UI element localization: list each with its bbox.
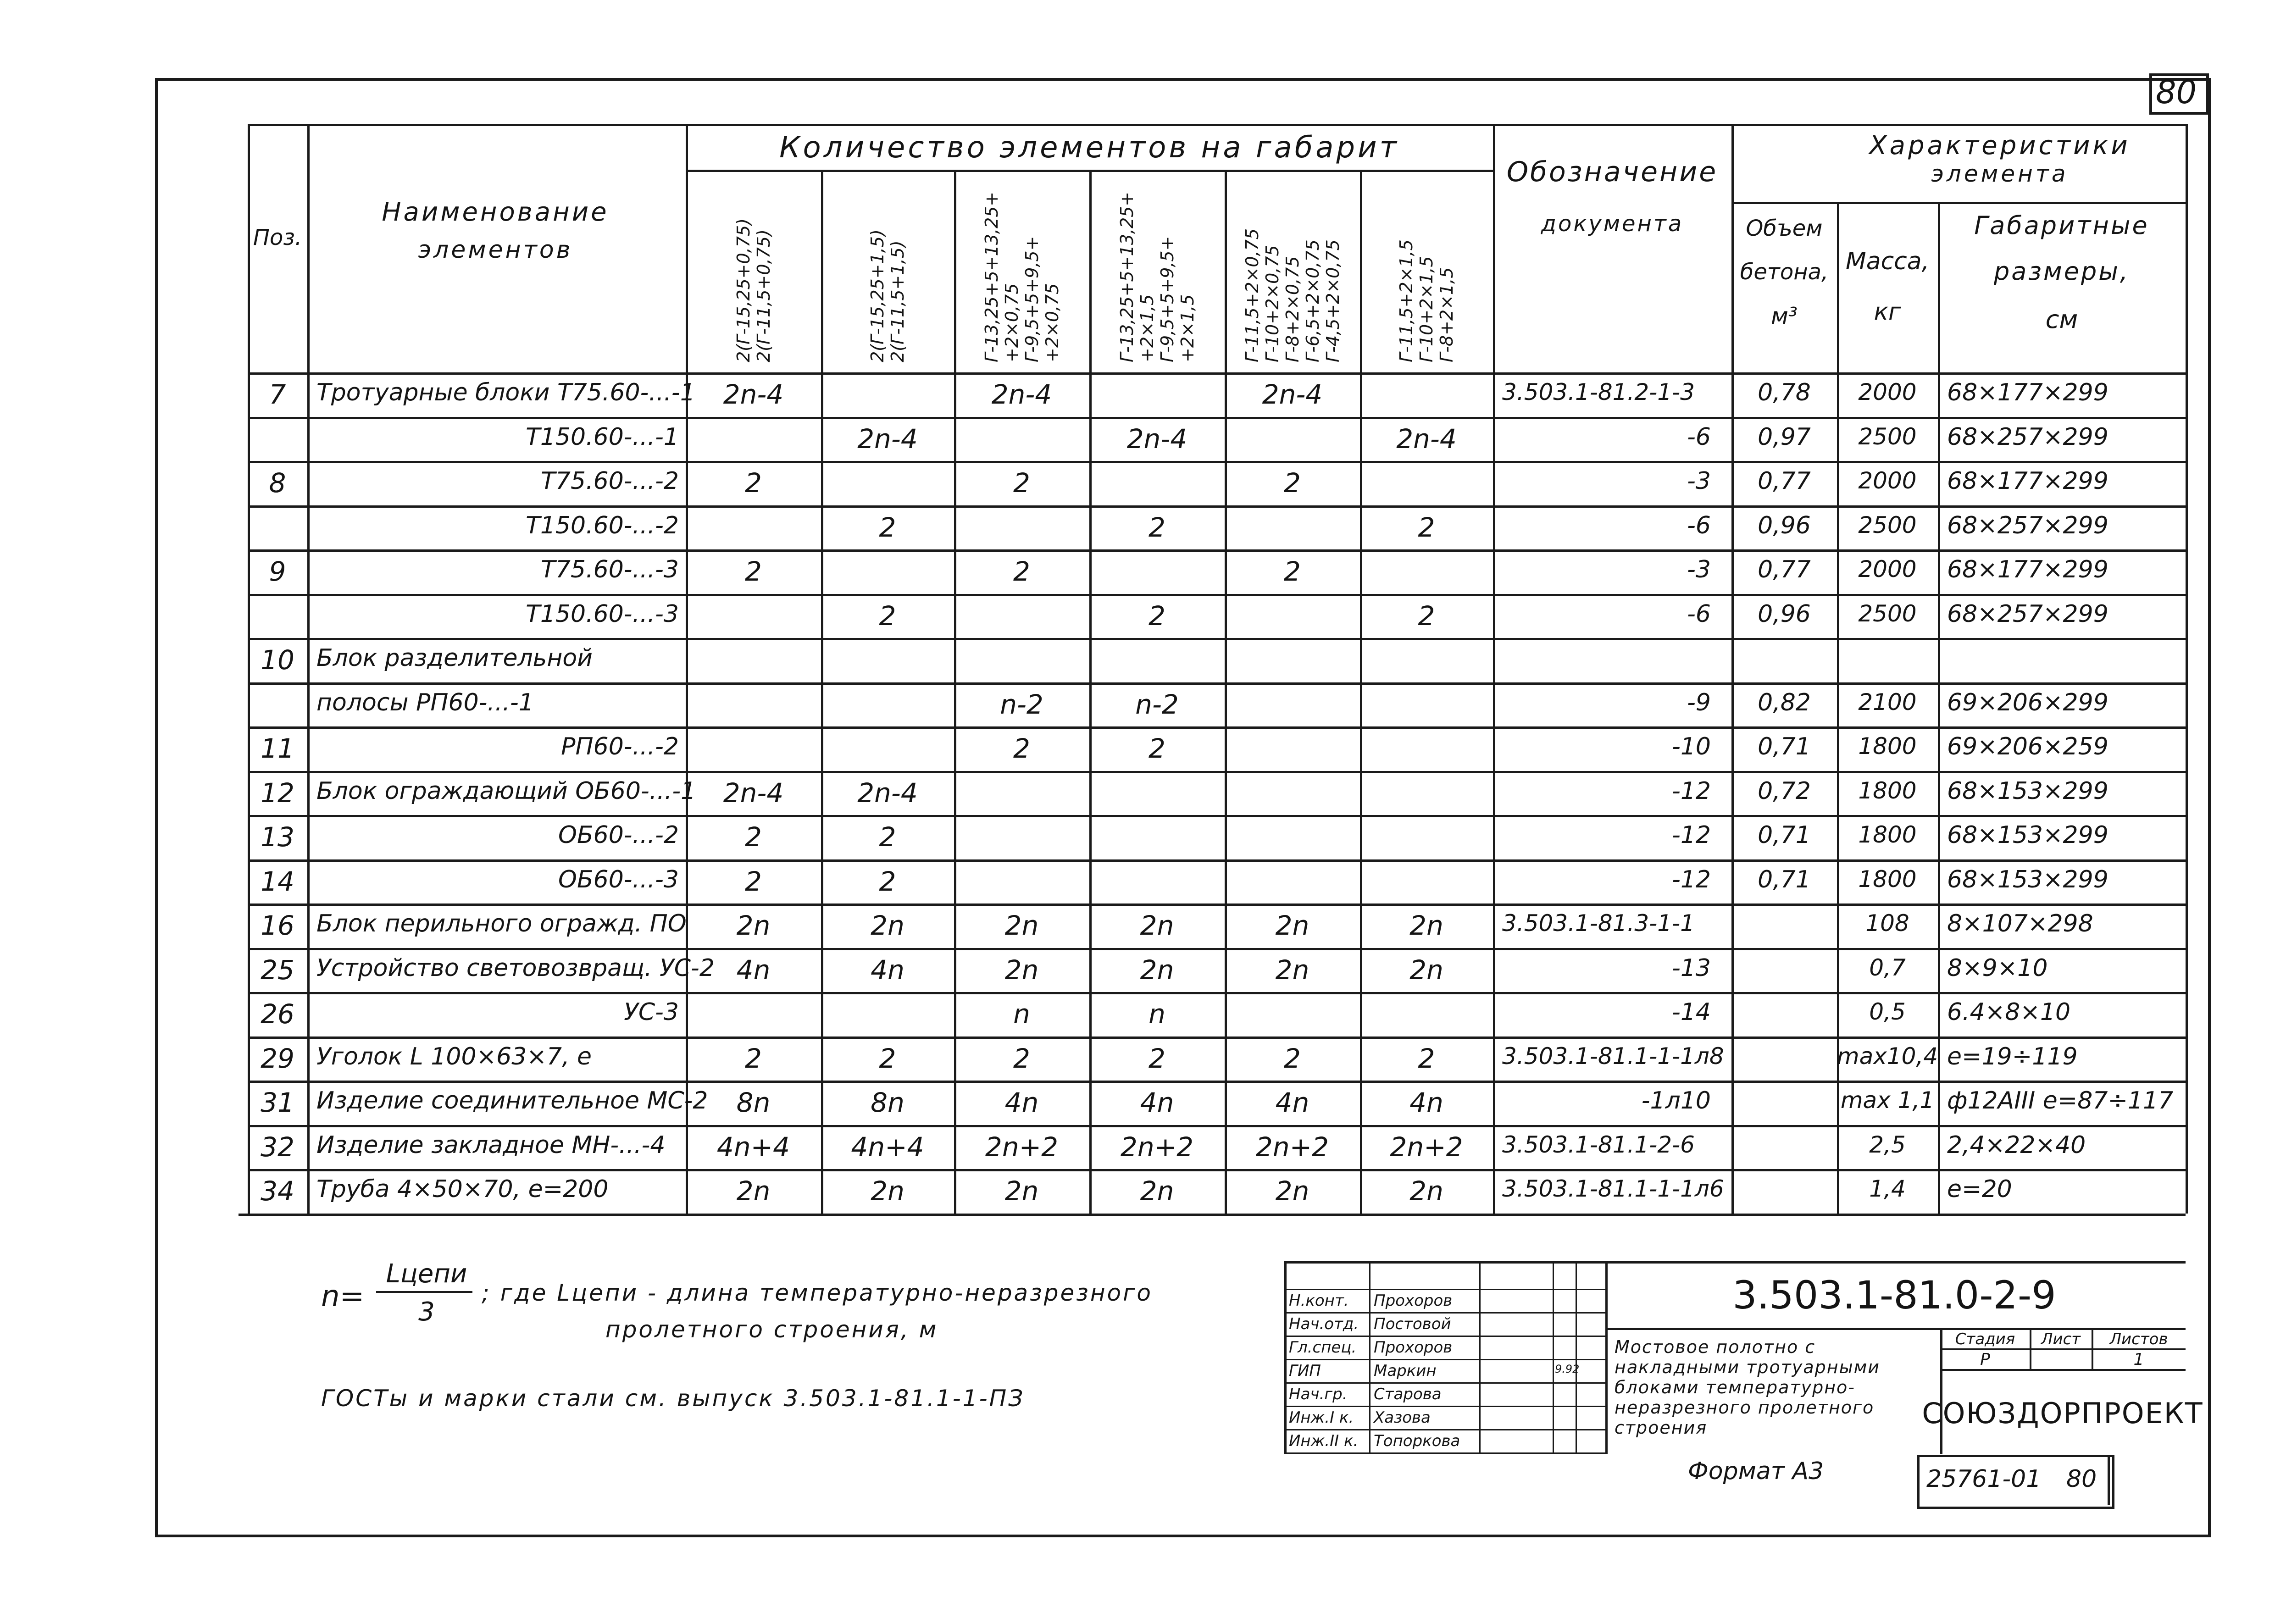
tb-role-line [1284,1406,1605,1407]
row-vol: 0,77 [1758,467,1811,495]
formula-n: n= [321,1280,365,1314]
tb-role-line [1284,1312,1605,1314]
row-qty: 2 [745,865,762,897]
chars-header-line [1731,202,2186,204]
gabarit-header: Г-8+2×1,5 [1437,267,1457,362]
row-mass: 0,7 [1869,954,1906,981]
table-top-line [248,124,2186,126]
row-name: РП60-...-2 [561,733,679,760]
row-name: полосы РП60-...-1 [316,688,534,716]
row-mass: 1800 [1858,821,1917,848]
tb-stage: Р [1980,1350,1990,1369]
row-qty: 4n [1409,1087,1443,1118]
row-mass: 1,4 [1869,1175,1906,1202]
row-dims: 69×206×299 [1947,688,2108,716]
row-dims: 6.4×8×10 [1947,998,2071,1026]
row-line [248,815,2186,817]
row-dims: 68×177×299 [1947,467,2108,495]
row-name: Блок ограждающий ОБ60-...-1 [316,777,696,805]
tb-role: Гл.спец. [1289,1338,1357,1357]
row-qty: 8n [736,1087,771,1118]
tb-role: ГИП [1289,1362,1321,1380]
name-header-2: элементов [418,236,573,264]
name-header-1: Наименование [382,197,609,227]
row-mass: 2,5 [1869,1131,1906,1158]
row-doc: -13 [1672,954,1711,982]
row-qty: 2 [1149,1042,1165,1074]
dims-header-2: размеры, [1993,257,2130,286]
formula-numerator: Lцепи [386,1259,467,1289]
header-bottom-line [248,372,2186,375]
row-doc: -6 [1687,600,1711,628]
tb-role-col [1479,1261,1481,1454]
column-line [954,170,956,1214]
formula-bar [376,1291,472,1293]
row-vol: 0,71 [1758,733,1811,760]
row-pos: 8 [269,467,286,499]
tb-title-line: неразрезного пролетного [1615,1397,1875,1418]
row-mass: 2100 [1858,688,1917,715]
row-name: Т150.60-...-2 [526,511,679,539]
row-doc: 3.503.1-81.1-2-6 [1502,1131,1695,1158]
row-line [248,1125,2186,1127]
gabarit-header: 2(Г-15,25+1,5) [867,229,888,362]
row-dims: 8×107×298 [1947,910,2093,937]
row-qty: 2 [1418,600,1435,632]
formula-denominator: 3 [418,1297,435,1327]
row-name: Устройство световозвращ. УС-2 [316,954,715,982]
row-qty: 2n [1004,954,1039,986]
row-doc: 3.503.1-81.2-1-3 [1502,379,1695,405]
row-mass: 2000 [1858,379,1917,405]
column-line [1225,170,1227,1214]
row-dims: 68×153×299 [1947,821,2108,849]
tb-name: Прохоров [1374,1338,1453,1357]
row-qty: 2n [1004,910,1039,941]
row-qty: 2 [879,865,896,897]
row-qty: 2n [1275,1175,1309,1207]
tb-name: Топоркова [1374,1432,1460,1450]
gabarit-header: 2(Г-11,5+1,5) [888,240,908,362]
row-qty: 2 [1013,1042,1030,1074]
row-pos: 25 [261,954,294,986]
tb-title-line: строения [1615,1418,1708,1438]
gabarit-header: Г-11,5+2×1,5 [1396,239,1416,362]
row-name: Уголок L 100×63×7, e [316,1042,592,1070]
row-doc: -6 [1687,511,1711,539]
tb-sheet-label: Лист [2041,1330,2081,1348]
row-line [248,549,2186,552]
row-qty: 2 [879,821,896,853]
row-doc: 3.503.1-81.1-1-1л6 [1502,1175,1724,1202]
footer-box-divider [2108,1455,2110,1505]
tb-role: Н.конт. [1289,1291,1349,1310]
column-line [686,124,688,1214]
row-qty: 2 [879,600,896,632]
row-name: ОБ60-...-2 [558,821,679,849]
gabarit-header: 2(Г-11,5+0,75) [753,229,774,362]
row-mass: 108 [1865,910,1909,937]
formula-text-2: пролетного строения, м [605,1316,938,1343]
row-qty: 2n [1140,1175,1174,1207]
row-pos: 10 [261,644,294,676]
row-qty: 2n [1004,1175,1039,1207]
row-qty: n [1149,998,1165,1030]
row-qty: 2n-4 [991,379,1052,410]
row-qty: 2n [871,1175,904,1207]
vol-header-3: м³ [1771,303,1798,329]
row-pos: 32 [261,1131,294,1163]
tb-date: 9.92 [1555,1363,1580,1375]
gabarit-header: Г-13,25+5+13,25+ [1116,191,1137,362]
column-line [2186,124,2188,1214]
row-qty: 4n [1140,1087,1174,1118]
row-line [248,726,2186,729]
tb-title-line: блоками температурно- [1615,1377,1856,1397]
row-pos: 11 [261,733,294,764]
row-vol: 0,78 [1758,379,1811,406]
column-line [248,124,250,1214]
tb-role-line [1284,1359,1605,1360]
row-qty: 2n-4 [1262,379,1323,410]
tb-code-line [1605,1328,2186,1330]
tb-split [1605,1261,1608,1454]
dims-header-3: см [2045,305,2078,334]
gabarit-header: +2×0,75 [1042,283,1062,362]
row-dims: 68×177×299 [1947,556,2108,583]
row-doc: -3 [1687,556,1711,583]
row-dims: ф12AIII e=87÷117 [1947,1087,2174,1114]
tb-left [1284,1261,1287,1454]
row-qty: 2 [1418,511,1435,543]
row-line [248,948,2186,950]
row-qty: 2n [1275,954,1309,986]
chars-header-2: элемента [1931,161,2069,187]
format-label: Формат А3 [1688,1458,1824,1485]
row-dims: e=19÷119 [1947,1042,2078,1070]
vol-header-1: Объем [1746,216,1823,241]
doc-header-2: документа [1541,211,1684,237]
gabarit-header: Г-11,5+2×0,75 [1242,228,1262,362]
row-mass: 1800 [1858,777,1917,804]
row-mass: 2500 [1858,423,1917,450]
row-qty: 2n [1409,1175,1443,1207]
dims-header-1: Габаритные [1974,211,2149,240]
gabarit-header: Г-4,5+2×0,75 [1322,239,1343,362]
row-qty: 2n [1409,910,1443,941]
tb-role-line [1284,1289,1605,1290]
row-mass: 2500 [1858,600,1917,627]
gabarit-header: +2×1,5 [1137,294,1157,362]
row-doc: -6 [1687,423,1711,451]
row-dims: 68×257×299 [1947,511,2108,539]
row-qty: 4n+4 [851,1131,924,1163]
tb-role-col [1369,1261,1370,1454]
tb-name: Прохоров [1374,1291,1453,1310]
row-qty: 2n [736,910,771,941]
gabarit-header: Г-13,25+5+13,25+ [981,191,1002,362]
row-pos: 12 [261,777,294,809]
row-vol: 0,77 [1758,556,1811,583]
row-line [248,1169,2186,1171]
formula-text: ; где Lцепи - длина температурно-неразрезного [482,1280,1153,1306]
row-mass: 2000 [1858,467,1917,494]
row-qty: 2n-4 [723,777,784,809]
row-qty: 2n [1140,910,1174,941]
row-doc: -12 [1672,821,1711,849]
row-name: Тротуарные блоки Т75.60-...-1 [316,379,695,406]
row-dims: 68×177×299 [1947,379,2108,406]
row-mass: 0,5 [1869,998,1906,1025]
row-dims: e=20 [1947,1175,2012,1203]
gost-note: ГОСТы и марки стали см. выпуск 3.503.1-81.1-1-ПЗ [321,1385,1025,1412]
row-qty: 4n [736,954,771,986]
row-line [248,1036,2186,1039]
row-pos: 34 [261,1175,294,1207]
tb-stage-line2 [1940,1369,2186,1371]
row-dims: 2,4×22×40 [1947,1131,2086,1159]
row-name: Т75.60-...-3 [541,556,679,583]
row-line [248,594,2186,596]
row-qty: 2 [1149,600,1165,632]
mass-header-2: кг [1874,298,1901,326]
row-qty: 2n+2 [1120,1131,1194,1163]
chars-header-1: Характеристики [1869,131,2131,161]
column-line [1938,202,1940,1214]
row-doc: 3.503.1-81.1-1-1л8 [1502,1042,1724,1070]
row-dims: 69×206×259 [1947,733,2108,760]
column-line [1493,124,1495,1214]
row-name: Изделие закладное МН-...-4 [316,1131,666,1159]
row-qty: 2n+2 [1255,1131,1329,1163]
row-qty: 2 [745,1042,762,1074]
gabarit-header: +2×1,5 [1177,294,1198,362]
row-qty: 2 [1149,733,1165,764]
tb-stage-label: Стадия [1955,1330,2015,1348]
row-vol: 0,71 [1758,821,1811,849]
gabarit-header: Г-9,5+5+9,5+ [1157,236,1177,362]
row-dims: 68×257×299 [1947,600,2108,628]
row-pos: 31 [261,1087,294,1118]
row-qty: n-2 [1000,688,1043,720]
row-qty: 2n+2 [985,1131,1059,1163]
row-qty: 2 [745,821,762,853]
row-qty: 2 [1284,556,1301,587]
column-line [1731,124,1734,1214]
row-doc: -10 [1672,733,1711,760]
row-dims: 8×9×10 [1947,954,2048,982]
tb-role: Нач.отд. [1289,1315,1359,1333]
row-line [248,682,2186,685]
row-vol: 0,71 [1758,865,1811,893]
row-qty: 2n [871,910,904,941]
tb-role: Нач.гр. [1289,1385,1348,1403]
row-qty: 8n [871,1087,904,1118]
tb-top [1284,1261,2186,1264]
tb-title-line: Мостовое полотно с [1615,1337,1816,1357]
gabarit-header: Г-10+2×1,5 [1416,256,1437,362]
tb-role-line [1284,1382,1605,1384]
row-qty: 4n [871,954,904,986]
row-qty: 2n+2 [1390,1131,1463,1163]
tb-name: Постовой [1374,1315,1451,1333]
row-qty: 2n [1275,910,1309,941]
row-line [248,417,2186,419]
row-name: Т150.60-...-3 [526,600,679,628]
row-qty: 2 [1418,1042,1435,1074]
row-vol: 0,72 [1758,777,1811,805]
row-mass: 1800 [1858,865,1917,892]
row-pos: 13 [261,821,294,853]
row-doc: -3 [1687,467,1711,495]
row-qty: 2 [1013,733,1030,764]
row-qty: 2n-4 [857,777,918,809]
gabarit-header: 2(Г-15,25+0,75) [733,218,754,362]
row-doc: 3.503.1-81.3-1-1 [1502,910,1695,937]
column-line [1360,170,1362,1214]
row-line [248,638,2186,640]
row-qty: 2 [745,467,762,499]
row-dims: 68×257×299 [1947,423,2108,451]
gabarit-header: Г-8+2×0,75 [1282,256,1303,362]
row-mass: 1800 [1858,733,1917,759]
row-qty: 2n [736,1175,771,1207]
tb-role-col [1553,1261,1554,1454]
row-line [248,992,2186,994]
row-qty: 2 [1149,511,1165,543]
qty-header: Количество элементов на габарит [779,131,1399,165]
tb-role-col [1576,1261,1577,1454]
row-doc: -1л10 [1641,1087,1711,1114]
row-pos: 14 [261,865,294,897]
pos-header: Поз. [253,225,302,250]
gabarit-header: Г-10+2×0,75 [1262,245,1282,362]
row-qty: 2 [1013,467,1030,499]
row-name: УС-3 [624,998,679,1026]
row-doc: -12 [1672,777,1711,805]
row-qty: n [1013,998,1030,1030]
gabarit-header: Г-6,5+2×0,75 [1302,239,1323,362]
row-mass: 2000 [1858,556,1917,582]
tb-sheets: 1 [2133,1350,2144,1369]
row-line [248,771,2186,773]
tb-code: 3.503.1-81.0-2-9 [1732,1273,2056,1318]
tb-org: СОЮЗДОРПРОЕКТ [1922,1397,2203,1430]
row-qty: 4n [1275,1087,1309,1118]
tb-role-line [1284,1336,1605,1337]
tb-role: Инж.II к. [1289,1432,1359,1450]
tb-title-line: накладными тротуарными [1615,1357,1880,1377]
page-number: 80 [2156,73,2197,111]
tb-name: Маркин [1374,1362,1437,1380]
row-qty: 2 [1284,467,1301,499]
gabarit-header: +2×0,75 [1001,283,1022,362]
row-mass: 2500 [1858,511,1917,538]
row-mass: max10,4 [1837,1042,1938,1070]
tb-name: Старова [1374,1385,1442,1403]
row-qty: 2n-4 [1126,423,1187,454]
row-qty: 2 [1013,556,1030,587]
row-name: Труба 4×50×70, e=200 [316,1175,609,1203]
row-vol: 0,96 [1758,600,1811,628]
row-mass: max 1,1 [1840,1087,1935,1114]
column-line [307,124,310,1214]
row-name: Изделие соединительное МС-2 [316,1087,708,1114]
footer-page: 80 [2066,1465,2097,1493]
tb-role-line [1284,1452,1605,1454]
row-qty: 2n [1140,954,1174,986]
row-qty: 2 [879,511,896,543]
tb-name: Хазова [1374,1408,1431,1427]
row-vol: 0,97 [1758,423,1811,451]
row-pos: 9 [269,556,286,587]
row-name: Блок перильного огражд. ПО [316,910,687,937]
row-qty: 4n+4 [716,1131,790,1163]
row-pos: 7 [269,379,286,410]
row-pos: 26 [261,998,294,1030]
row-line [248,859,2186,862]
gabarit-header: Г-9,5+5+9,5+ [1021,236,1042,362]
row-line [248,903,2186,906]
column-line [821,170,823,1214]
row-qty: 2n-4 [857,423,918,454]
row-doc: -14 [1672,998,1711,1026]
row-line [248,505,2186,508]
doc-header-1: Обозначение [1506,156,1718,188]
row-name: ОБ60-...-3 [558,865,679,893]
row-doc: -12 [1672,865,1711,893]
vol-header-2: бетона, [1740,259,1829,285]
row-qty: 2n-4 [723,379,784,410]
column-line [1089,170,1092,1214]
row-vol: 0,82 [1758,688,1811,716]
row-qty: 4n [1004,1087,1039,1118]
row-name: Т75.60-...-2 [541,467,679,495]
row-pos: 29 [261,1042,294,1074]
footer-doc-no: 25761-01 [1926,1465,2042,1493]
row-pos: 16 [261,910,294,941]
row-name: Блок разделительной [316,644,593,672]
row-qty: 2 [1284,1042,1301,1074]
row-vol: 0,96 [1758,511,1811,539]
row-qty: 2n [1409,954,1443,986]
row-name: Т150.60-...-1 [526,423,679,451]
row-dims: 68×153×299 [1947,865,2108,893]
tb-role-line [1284,1429,1605,1430]
row-qty: 2 [745,556,762,587]
row-qty: 2n-4 [1396,423,1457,454]
row-dims: 68×153×299 [1947,777,2108,805]
tb-stage-line1 [1940,1348,2186,1350]
tb-role: Инж.I к. [1289,1408,1354,1427]
row-qty: 2 [879,1042,896,1074]
row-line [248,461,2186,463]
tb-stage-left [1940,1328,1942,1454]
row-qty: n-2 [1135,688,1179,720]
row-line [248,1081,2186,1083]
table-bottom-line [239,1214,2186,1216]
row-doc: -9 [1687,688,1711,716]
mass-header-1: Масса, [1845,248,1930,275]
tb-sheets-label: Листов [2109,1330,2168,1348]
